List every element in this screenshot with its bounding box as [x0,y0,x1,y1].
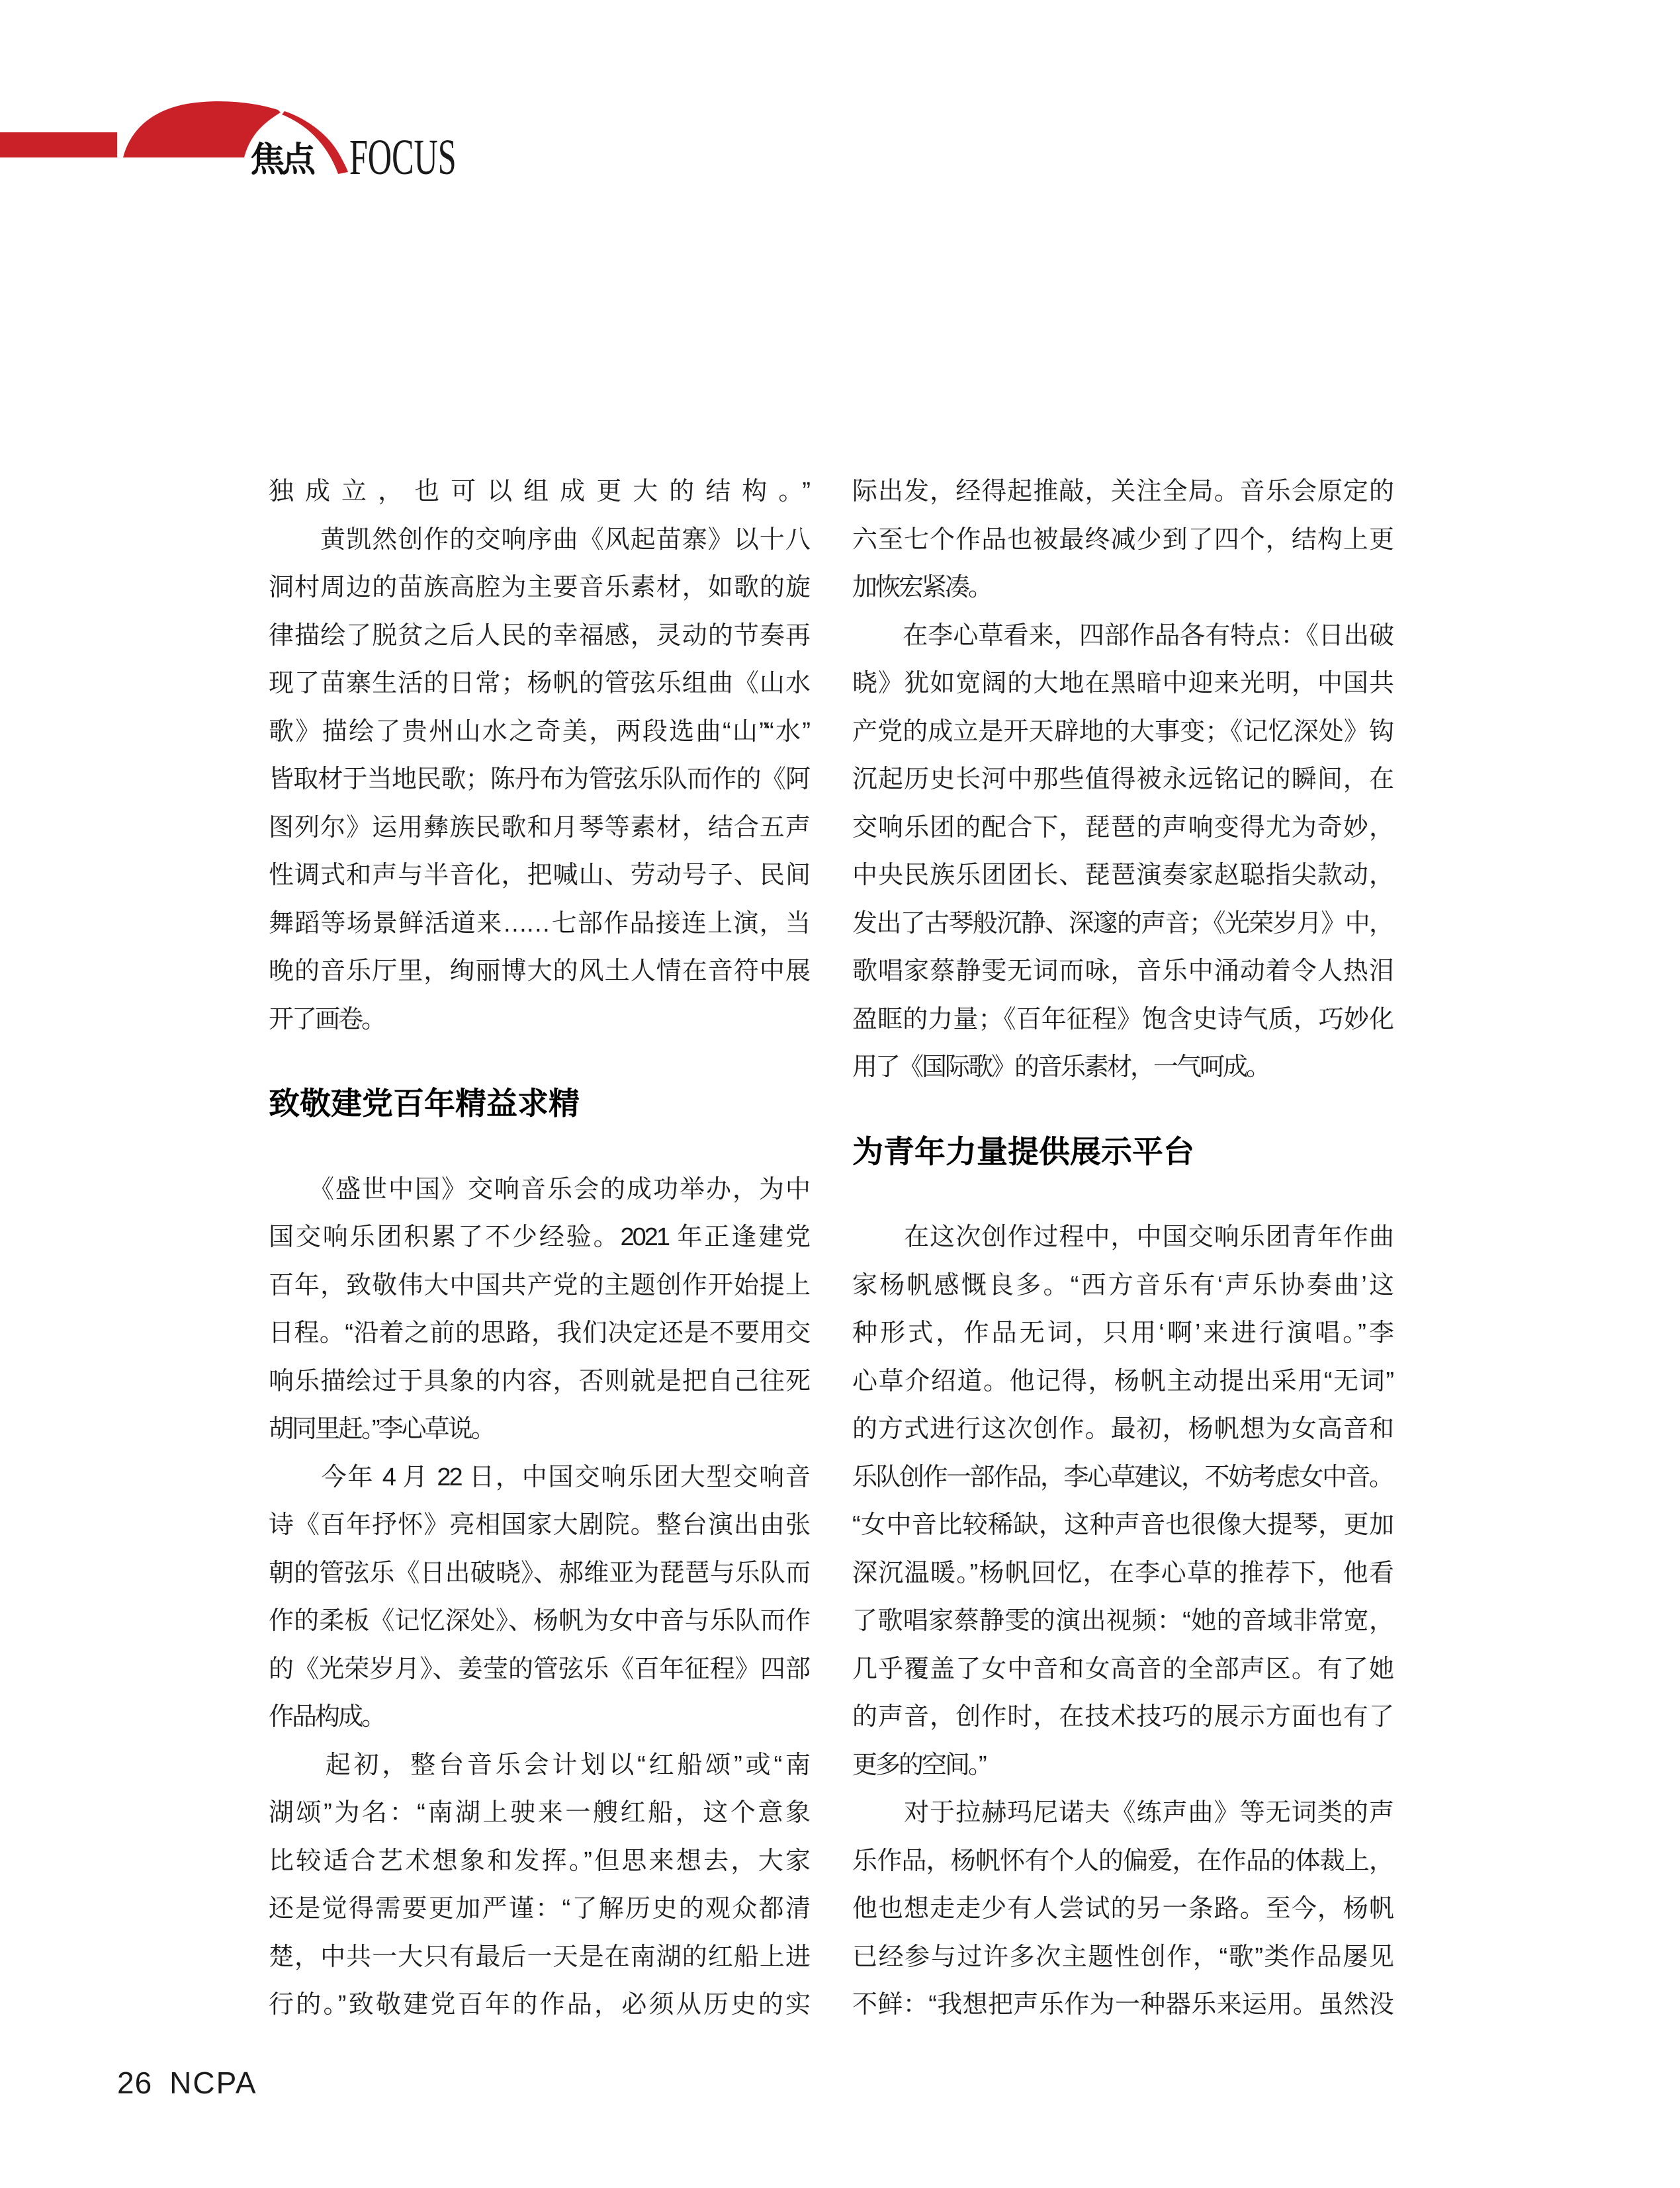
text-line: 用了《国际歌》的音乐素材，一气呵成。 [852,1053,1270,1081]
section-title-en: FOCUS [349,129,457,185]
text-line: 歌》描绘了贵州山水之奇美，两段选曲“山”“水” [269,717,809,746]
text-line: 在李心草看来，四部作品各有特点：《日出破 [852,621,1392,650]
text-line: 沉起历史长河中那些值得被永远铭记的瞬间，在 [852,766,1392,793]
text-line: 国交响乐团积累了不少经验。2021 年正逢建党 [269,1223,809,1251]
text-line: 加恢宏紧凑。 [852,574,992,601]
text-line: 独成立，也可以组成更大的结构。” [269,478,809,505]
left-column [269,468,809,2029]
text-line: 《盛世中国》交响音乐会的成功举办，为中 [269,1175,809,1203]
text-line: 现了苗寨生活的日常；杨帆的管弦乐组曲《山水 [269,670,809,697]
text-line: 深沉温暖。”杨帆回忆，在李心草的推荐下，他看 [852,1559,1392,1587]
text-line: 图列尔》运用彝族民歌和月琴等素材，结合五声 [269,813,809,842]
masthead-red-bar [0,132,117,157]
text-line: 歌唱家蔡静雯无词而咏，音乐中涌动着令人热泪 [852,957,1392,985]
text-line: 今年 4 月 22 日，中国交响乐团大型交响音 [269,1463,809,1491]
text-line: 湖颂”为名：“南湖上驶来一艘红船，这个意象 [269,1799,809,1827]
text-line: 他也想走走少有人尝试的另一条路。至今，杨帆 [852,1895,1392,1923]
text-line: 了歌唱家蔡静雯的演出视频：“她的音域非常宽， [852,1607,1392,1635]
text-line: 几乎覆盖了女中音和女高音的全部声区。有了她 [852,1655,1392,1683]
text-line: 楚，中共一大只有最后一天是在南湖的红船上进 [269,1943,809,1971]
text-line: 乐队创作一部作品，李心草建议，不妨考虑女中音。 [852,1463,1392,1491]
text-line: 家杨帆感慨良多。“西方音乐有‘声乐协奏曲’这 [852,1271,1392,1299]
text-line: 更多的空间。” [852,1751,985,1779]
text-line: 日程。“沿着之前的思路，我们决定还是不要用交 [269,1319,809,1347]
text-line: 种形式，作品无词，只用‘啊’来进行演唱。”李 [852,1319,1392,1347]
text-line: 产党的成立是开天辟地的大事变；《记忆深处》钩 [852,717,1392,746]
text-line: 的《光荣岁月》、姜莹的管弦乐《百年征程》四部 [269,1655,809,1683]
text-line: 响乐描绘过于具象的内容，否则就是把自己往死 [269,1367,809,1395]
text-line: 舞蹈等场景鲜活道来……七部作品接连上演，当 [269,909,809,938]
text-line: 对于拉赫玛尼诺夫《练声曲》等无词类的声 [852,1799,1392,1827]
page-folio [117,2068,257,2098]
text-line: 发出了古琴般沉静、深邃的声音；《光荣岁月》中， [852,909,1392,938]
text-line: 盈眶的力量；《百年征程》饱含史诗气质，巧妙化 [852,1005,1392,1033]
text-line: 晚的音乐厅里，绚丽博大的风土人情在音符中展 [269,957,809,985]
text-line: 百年，致敬伟大中国共产党的主题创作开始提上 [269,1271,809,1299]
text-line: 诗《百年抒怀》亮相国家大剧院。整台演出由张 [269,1511,809,1539]
text-line: 交响乐团的配合下，琵琶的声响变得尤为奇妙， [852,813,1392,842]
page-number: 26 [117,2066,153,2100]
magazine-name: NCPA [169,2066,257,2100]
text-line: 黄凯然创作的交响序曲《风起苗寨》以十八 [269,525,809,554]
section-heading: 致敬建党百年精益求精 [269,1086,580,1121]
text-line: 开了画卷。 [269,1005,385,1033]
text-line: 朝的管弦乐《日出破晓》、郝维亚为琵琶与乐队而 [269,1559,809,1587]
text-line: 心草介绍道。他记得，杨帆主动提出采用“无词” [852,1367,1392,1395]
text-line: 在这次创作过程中，中国交响乐团青年作曲 [852,1223,1392,1251]
text-line: 性调式和声与半音化，把喊山、劳动号子、民间 [269,861,809,889]
text-line: 晓》犹如宽阔的大地在黑暗中迎来光明，中国共 [852,670,1392,697]
text-line: 胡同里赶。”李心草说。 [269,1415,494,1443]
text-line: 乐作品，杨帆怀有个人的偏爱，在作品的体裁上， [852,1847,1392,1875]
text-line: 律描绘了脱贫之后人民的幸福感，灵动的节奏再 [269,621,809,650]
text-line: 中央民族乐团团长、琵琶演奏家赵聪指尖款动， [852,861,1392,889]
text-line: 比较适合艺术想象和发挥。”但思来想去，大家 [269,1847,809,1875]
text-line: 的方式进行这次创作。最初，杨帆想为女高音和 [852,1415,1392,1443]
text-line: “女中音比较稀缺，这种声音也很像大提琴，更加 [852,1511,1392,1539]
text-line: 作品构成。 [269,1703,385,1731]
right-column [852,468,1392,2029]
text-line: 不鲜：“我想把声乐作为一种器乐来运用。虽然没 [852,1991,1392,2019]
text-line: 际出发，经得起推敲，关注全局。音乐会原定的 [852,478,1392,505]
text-line: 行的。”致敬建党百年的作品，必须从历史的实 [269,1991,809,2019]
section-title-zh: 焦点 [250,141,313,179]
section-heading: 为青年力量提供展示平台 [852,1133,1194,1169]
text-line: 洞村周边的苗族高腔为主要音乐素材，如歌的旋 [269,574,809,601]
text-line: 六至七个作品也被最终减少到了四个，结构上更 [852,525,1392,554]
text-line: 起初，整台音乐会计划以“红船颂”或“南 [269,1751,809,1779]
text-line: 还是觉得需要更加严谨：“了解历史的观众都清 [269,1895,809,1923]
text-line: 已经参与过许多次主题性创作，“歌”类作品屡见 [852,1943,1392,1971]
text-line: 的声音，创作时，在技术技巧的展示方面也有了 [852,1703,1392,1731]
text-line: 皆取材于当地民歌；陈丹布为管弦乐队而作的《阿 [269,766,809,793]
masthead [0,99,503,185]
text-line: 作的柔板《记忆深处》、杨帆为女中音与乐队而作 [269,1607,809,1635]
